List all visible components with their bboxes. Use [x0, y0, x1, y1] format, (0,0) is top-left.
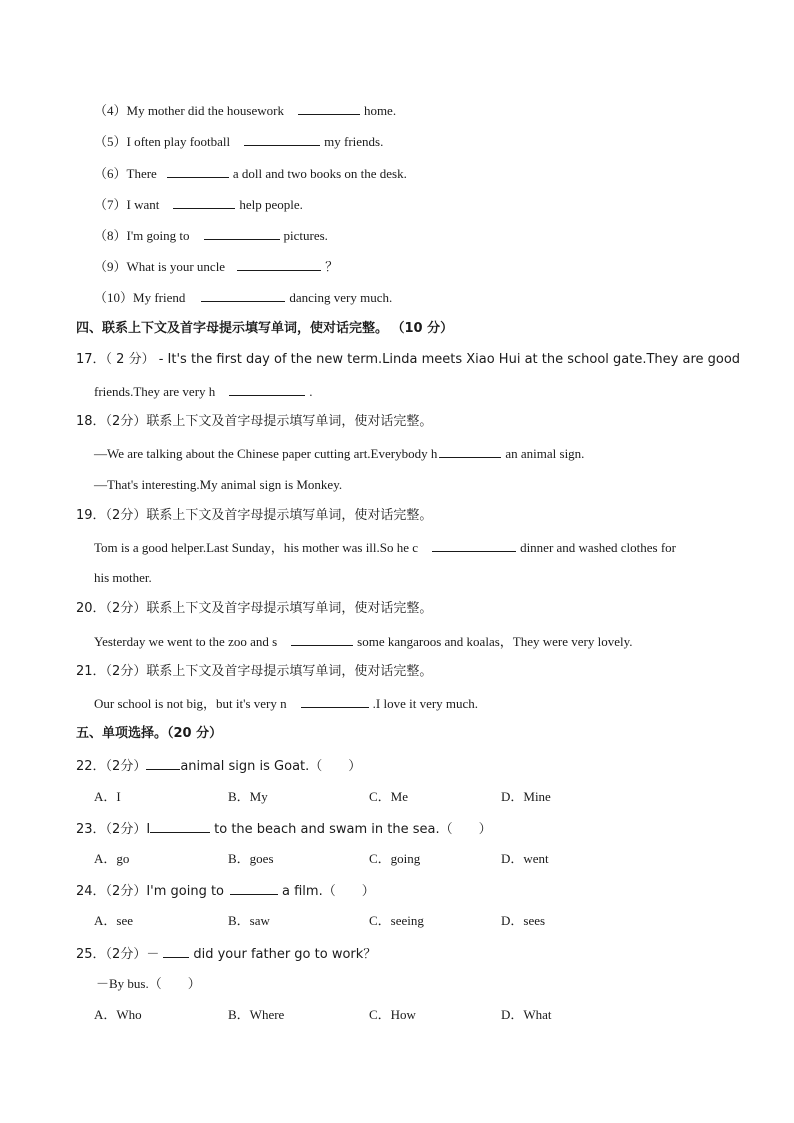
- answer-blank[interactable]: [439, 444, 501, 458]
- answer-blank[interactable]: [237, 257, 321, 271]
- option-a[interactable]: A．go: [94, 851, 130, 866]
- item-number: （7）: [94, 197, 127, 212]
- question-19-line2: his mother.: [94, 570, 152, 585]
- answer-blank[interactable]: [230, 881, 278, 895]
- answer-blank[interactable]: [301, 694, 369, 708]
- answer-blank[interactable]: [173, 195, 235, 209]
- item-number: （5）: [94, 134, 127, 149]
- question-21: 21．（2分）联系上下文及首字母提示填写单词，使对话完整。: [76, 664, 433, 679]
- answer-blank[interactable]: [146, 756, 180, 770]
- question-20-line1: Yesterday we went to the zoo and s some kangaroos and koalas，They were very lovely.: [94, 634, 633, 649]
- option-c[interactable]: C．going: [369, 851, 421, 866]
- answer-blank[interactable]: [150, 819, 210, 833]
- question-23: 23．（2分）I to the beach and swam in the sea.（ ）: [76, 819, 492, 839]
- item-number: （4）: [94, 103, 127, 118]
- item-number: （9）: [94, 259, 127, 274]
- fill-item-6: （6）There a doll and two books on the desk.: [94, 166, 407, 181]
- question-17: 17．（ 2 分） - It's the first day of the new term.Linda meets Xiao Hui at the school gate.They are good: [76, 352, 741, 367]
- answer-blank[interactable]: [167, 164, 229, 178]
- question-17-line2: friends.They are very h .: [94, 384, 313, 399]
- option-c[interactable]: C．How: [369, 1007, 416, 1022]
- question-18-line1: —We are talking about the Chinese paper cutting art.Everybody h an animal sign.: [94, 446, 585, 461]
- question-25-line2: －By bus.（ ）: [96, 976, 201, 991]
- answer-blank[interactable]: [298, 101, 360, 115]
- answer-blank[interactable]: [204, 226, 280, 240]
- option-c[interactable]: C．seeing: [369, 913, 424, 928]
- fill-item-7: （7）I want help people.: [94, 197, 303, 212]
- option-a[interactable]: A．see: [94, 913, 133, 928]
- option-b[interactable]: B．My: [228, 789, 268, 804]
- option-d[interactable]: D．sees: [501, 913, 546, 928]
- question-22: 22．（2分） animal sign is Goat.（ ）: [76, 756, 361, 776]
- question-18: 18．（2分）联系上下文及首字母提示填写单词，使对话完整。: [76, 414, 433, 429]
- section-5-heading: 五、单项选择。（20 分）: [76, 726, 223, 741]
- option-b[interactable]: B．Where: [228, 1007, 285, 1022]
- answer-blank[interactable]: [163, 944, 189, 958]
- fill-item-8: （8）I'm going to pictures.: [94, 228, 328, 243]
- item-number: （6）: [94, 166, 127, 181]
- answer-blank[interactable]: [229, 382, 305, 396]
- option-b[interactable]: B．saw: [228, 913, 270, 928]
- question-20: 20．（2分）联系上下文及首字母提示填写单词，使对话完整。: [76, 601, 433, 616]
- question-25: 25．（2分）－ did your father go to work？: [76, 944, 376, 964]
- fill-item-9: （9）What is your uncle ？: [94, 259, 339, 274]
- question-19-line1: Tom is a good helper.Last Sunday，his mother was ill.So he c dinner and washed clothes for: [94, 540, 677, 555]
- question-21-line1: Our school is not big，but it's very n .I love it very much.: [94, 696, 479, 711]
- question-19: 19．（2分）联系上下文及首字母提示填写单词，使对话完整。: [76, 508, 433, 523]
- answer-blank[interactable]: [244, 132, 320, 146]
- question-18-line2: —That's interesting.My animal sign is Monkey.: [94, 477, 343, 492]
- fill-item-5: （5）I often play football my friends.: [94, 134, 384, 149]
- item-number: （8）: [94, 228, 127, 243]
- fill-item-10: （10）My friend dancing very much.: [94, 290, 393, 305]
- question-24: 24．（2分）I'm going to a film.（ ）: [76, 881, 375, 901]
- option-a[interactable]: A．Who: [94, 1007, 142, 1022]
- option-d[interactable]: D．Mine: [501, 789, 551, 804]
- option-b[interactable]: B．goes: [228, 851, 274, 866]
- option-c[interactable]: C．Me: [369, 789, 409, 804]
- option-a[interactable]: A．I: [94, 789, 121, 804]
- section-4-heading: 四、联系上下文及首字母提示填写单词，使对话完整。 （10 分）: [76, 321, 454, 336]
- fill-item-4: （4）My mother did the housework home.: [94, 103, 397, 118]
- answer-blank[interactable]: [432, 538, 516, 552]
- item-number: （10）: [94, 290, 134, 305]
- option-d[interactable]: D．went: [501, 851, 549, 866]
- option-d[interactable]: D．What: [501, 1007, 552, 1022]
- answer-blank[interactable]: [201, 288, 285, 302]
- answer-blank[interactable]: [291, 632, 353, 646]
